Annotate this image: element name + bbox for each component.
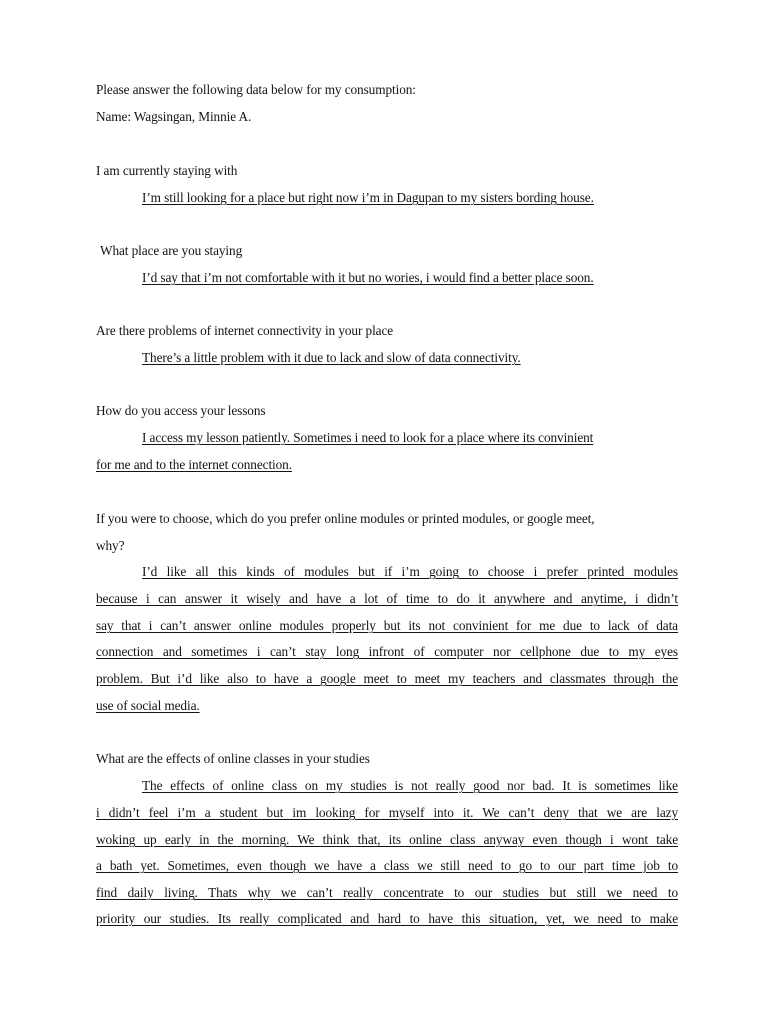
answer-staying-with (96, 190, 594, 206)
answer-effects-line-3: woking up early in the morning. We think that, its online class anyway even though i wont take (96, 832, 678, 847)
answer-effects-line-5: find daily living. Thats why we can’t really concentrate to our studies but still we need to (96, 885, 678, 900)
answer-place-staying (96, 270, 594, 286)
intro-text: Please answer the following data below for my consumption: (96, 82, 416, 97)
answer-internet-connectivity (96, 350, 521, 366)
answer-line: I access my lesson patiently. Sometimes i need to look for a place where its convinient (142, 430, 594, 445)
question-staying-with: I am currently staying with (96, 163, 238, 178)
question-internet-connectivity: Are there problems of internet connectivity in your place (96, 323, 394, 338)
answer-access-lessons-line-2: for me and to the internet connection. (96, 457, 292, 472)
answer-effects-line-4: a bath yet. Sometimes, even though we have a class we still need to go to our part time job to (96, 858, 678, 873)
answer-prefer-modules-line-3: say that i can’t answer online modules properly but its not convinient for me due to lack of data (96, 618, 678, 633)
answer-prefer-modules-line-6: use of social media. (96, 698, 200, 713)
answer-line: There’s a little problem with it due to lack and slow of data connectivity. (142, 350, 521, 365)
question-prefer-modules-line-1: If you were to choose, which do you prefer online modules or printed modules, or google meet, (96, 511, 595, 526)
name-line: Name: Wagsingan, Minnie A. (96, 109, 252, 124)
answer-effects-line-6: priority our studies. Its really complicated and hard to have this situation, yet, we need to make (96, 911, 678, 926)
answer-prefer-modules-line-4: connection and sometimes i can’t stay long infront of computer nor cellphone due to my eyes (96, 644, 678, 659)
question-effects-online-classes: What are the effects of online classes in your studies (96, 751, 370, 766)
question-access-lessons: How do you access your lessons (96, 403, 266, 418)
answer-line: I’d say that i’m not comfortable with it but no wories, i would find a better place soon. (142, 270, 594, 285)
answer-line: The effects of online class on my studies is not really good nor bad. It is sometimes like (142, 778, 678, 793)
answer-effects-line-1 (96, 778, 678, 794)
answer-access-lessons-line-1 (96, 430, 593, 446)
answer-prefer-modules-line-1 (96, 564, 678, 580)
answer-line: I’m still looking for a place but right now i’m in Dagupan to my sisters bording house. (142, 190, 594, 205)
question-place-staying: What place are you staying (100, 243, 243, 258)
answer-prefer-modules-line-2: because i can answer it wisely and have a lot of time to do it anywhere and anytime, i didn’t (96, 591, 678, 606)
question-prefer-modules-line-2: why? (96, 538, 125, 553)
answer-line: I’d like all this kinds of modules but if i’m going to choose i prefer printed modules (142, 564, 678, 579)
answer-effects-line-2: i didn’t feel i’m a student but im looking for myself into it. We can’t deny that we are lazy (96, 805, 678, 820)
answer-prefer-modules-line-5: problem. But i’d like also to have a google meet to meet my teachers and classmates through the (96, 671, 678, 686)
